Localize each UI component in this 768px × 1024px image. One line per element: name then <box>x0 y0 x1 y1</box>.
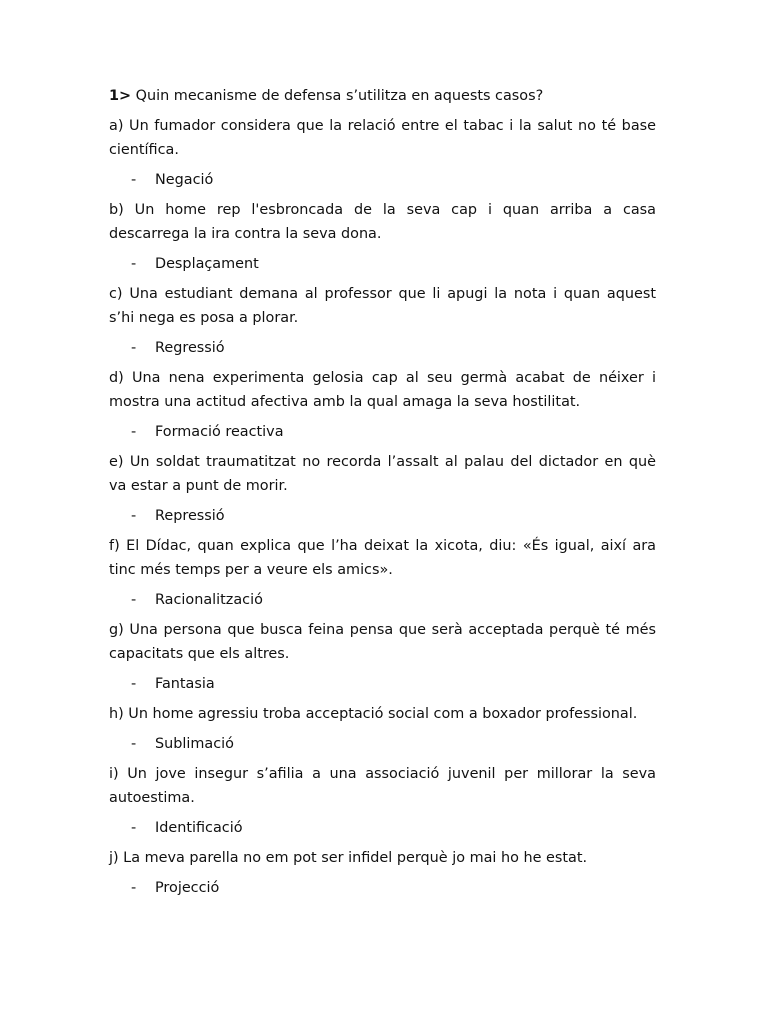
item-prompt: a) Un fumador considera que la relació entre el tabac i la salut no té base científica. <box>109 118 656 158</box>
answer-text: Sublimació <box>155 736 234 752</box>
list-item <box>109 846 656 900</box>
answer-text: Negació <box>155 172 214 188</box>
list-item <box>109 702 656 756</box>
answer-text: Projecció <box>155 880 220 896</box>
item-answer <box>131 168 656 192</box>
bullet-dash: - <box>131 256 137 272</box>
list-item <box>109 762 656 840</box>
item-prompt: e) Un soldat traumatitzat no recorda l’assalt al palau del dictador en què va estar a punt de morir. <box>109 454 656 494</box>
item-prompt: b) Un home rep l'esbroncada de la seva cap i quan arriba a casa descarrega la ira contra la seva dona. <box>109 202 656 242</box>
bullet-dash: - <box>131 736 137 752</box>
item-answer <box>131 588 656 612</box>
item-prompt: g) Una persona que busca feina pensa que serà acceptada perquè té més capacitats que els altres. <box>109 622 656 662</box>
bullet-dash: - <box>131 340 137 356</box>
item-prompt: j) La meva parella no em pot ser infidel perquè jo mai ho he estat. <box>109 850 588 866</box>
list-item <box>109 114 656 192</box>
list-item <box>109 450 656 528</box>
bullet-dash: - <box>131 880 137 896</box>
list-item <box>109 198 656 276</box>
question-text: Quin mecanisme de defensa s’utilitza en aquests casos? <box>135 88 544 104</box>
question-number: 1> <box>109 88 132 104</box>
answer-text: Desplaçament <box>155 256 259 272</box>
list-item <box>109 282 656 360</box>
bullet-dash: - <box>131 676 137 692</box>
list-item <box>109 366 656 444</box>
item-prompt: i) Un jove insegur s’afilia a una associació juvenil per millorar la seva autoestima. <box>109 766 656 806</box>
item-answer <box>131 876 656 900</box>
item-answer <box>131 816 656 840</box>
item-answer <box>131 672 656 696</box>
item-prompt: d) Una nena experimenta gelosia cap al seu germà acabat de néixer i mostra una actitud afectiva amb la qual amaga la seva hostilitat. <box>109 370 656 410</box>
answer-text: Regressió <box>155 340 225 356</box>
document-content <box>109 84 656 906</box>
answer-text: Racionalització <box>155 592 263 608</box>
bullet-dash: - <box>131 820 137 836</box>
answer-text: Identificació <box>155 820 243 836</box>
item-answer <box>131 252 656 276</box>
answer-text: Fantasia <box>155 676 215 692</box>
item-prompt: h) Un home agressiu troba acceptació social com a boxador professional. <box>109 706 638 722</box>
list-item <box>109 618 656 696</box>
item-prompt: f) El Dídac, quan explica que l’ha deixat la xicota, diu: «És igual, així ara tinc més temps per a veure els amics». <box>109 538 656 578</box>
answer-text: Repressió <box>155 508 225 524</box>
item-answer <box>131 336 656 360</box>
bullet-dash: - <box>131 424 137 440</box>
item-answer <box>131 420 656 444</box>
item-answer <box>131 504 656 528</box>
bullet-dash: - <box>131 592 137 608</box>
bullet-dash: - <box>131 172 137 188</box>
item-prompt: c) Una estudiant demana al professor que li apugi la nota i quan aquest s’hi nega es posa a plorar. <box>109 286 656 326</box>
item-answer <box>131 732 656 756</box>
question-heading <box>109 84 656 108</box>
list-item <box>109 534 656 612</box>
bullet-dash: - <box>131 508 137 524</box>
answer-text: Formació reactiva <box>155 424 284 440</box>
